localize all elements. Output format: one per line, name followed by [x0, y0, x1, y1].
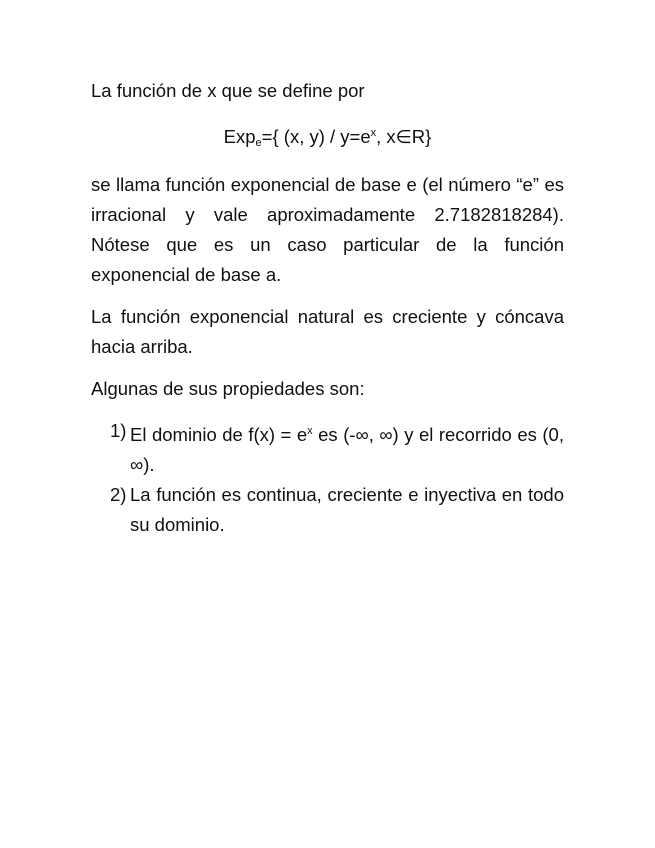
formula-superscript: x — [370, 127, 377, 139]
definition-paragraph: se llama función exponencial de base e (el número “e” es irracional y vale aproximadamente 2.7182818284). Nótese que es un caso particular de la función exponencial de base a. — [91, 174, 564, 285]
property-text-after: es (-∞, ∞) y el recorrido es (0, ∞). — [130, 424, 564, 475]
property-item-domain — [91, 416, 564, 480]
formula-middle: ={ (x, y) / y=e — [261, 126, 371, 147]
exponential-definition-formula — [91, 118, 564, 158]
property-number: 2) — [110, 484, 127, 505]
property-number: 1) — [110, 420, 127, 441]
properties-paragraph: La función exponencial natural es creciente y cóncava hacia arriba. — [91, 306, 564, 357]
property-text-before: El dominio de f(x) = e — [130, 424, 308, 445]
document-page — [91, 76, 564, 540]
property-superscript: x — [307, 425, 313, 437]
property-text: La función es continua, creciente e inyectiva en todo su dominio. — [130, 484, 564, 535]
formula-prefix: Exp — [223, 126, 256, 147]
formula-suffix: , x∈R} — [376, 126, 432, 147]
properties-list — [91, 416, 564, 540]
properties-intro: Algunas de sus propiedades son: — [91, 378, 365, 399]
intro-text: La función de x que se define por — [91, 80, 365, 101]
property-item-continuity — [91, 480, 564, 540]
formula-subscript: e — [255, 137, 262, 149]
